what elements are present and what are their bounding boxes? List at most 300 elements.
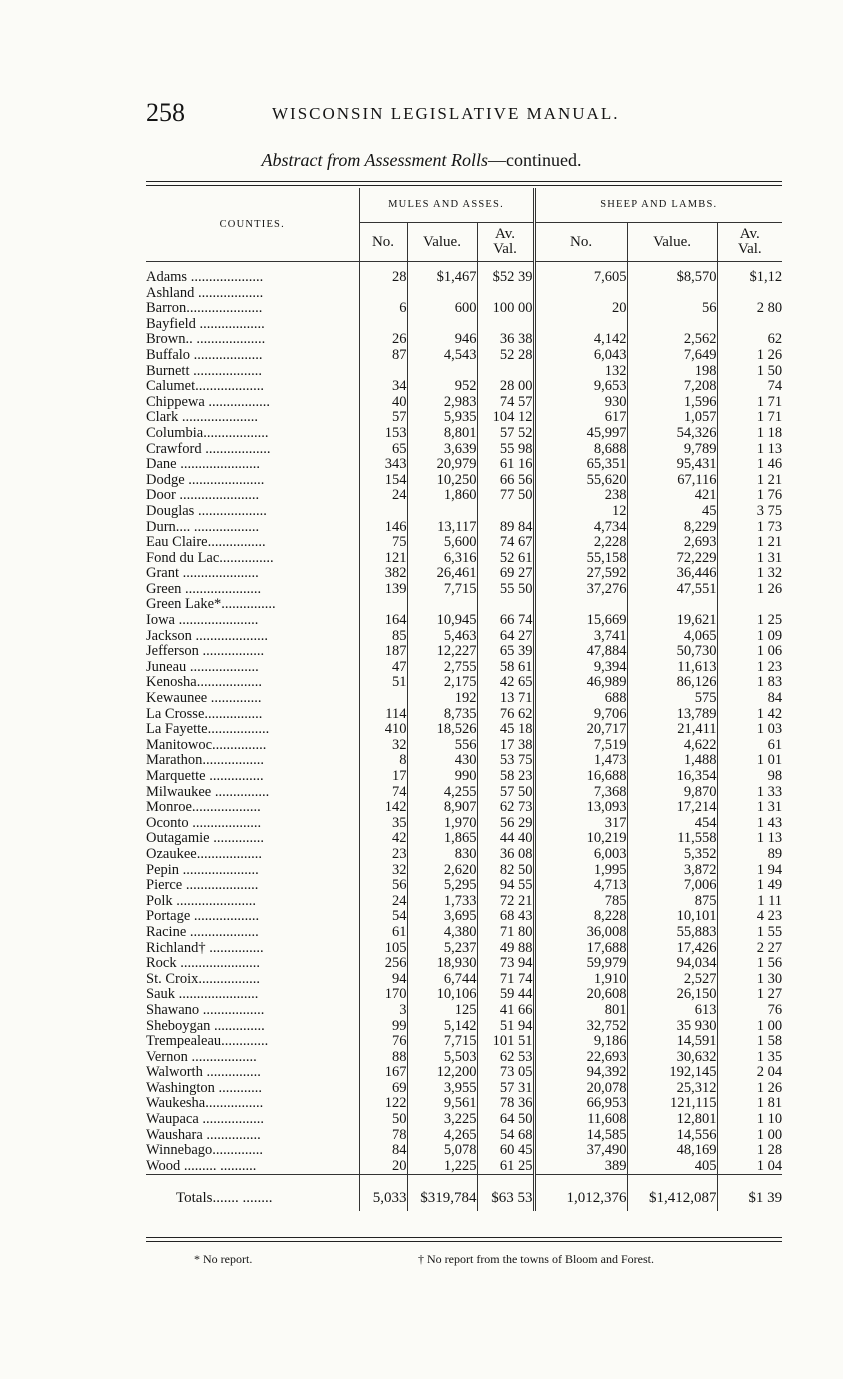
mules-av-val: 13 71 (477, 691, 534, 707)
sheep-av-val: 62 (717, 332, 782, 348)
sheep-av-val: 2 27 (717, 941, 782, 957)
mules-no: 56 (359, 878, 407, 894)
mules-av-val: 74 67 (477, 535, 534, 551)
table-row (146, 722, 782, 738)
mules-no (359, 691, 407, 707)
mules-value: 1,225 (407, 1159, 477, 1175)
sheep-no: 617 (534, 410, 627, 426)
table-row (146, 566, 782, 582)
sheep-av-val: 1 18 (717, 426, 782, 442)
mules-value: 600 (407, 301, 477, 317)
county-name: Vernon .................. (146, 1049, 257, 1065)
totals-sheep-no: 1,012,376 (534, 1175, 627, 1212)
mules-av-val: 62 53 (477, 1050, 534, 1066)
mules-no: 256 (359, 956, 407, 972)
sheep-no: 3,741 (534, 629, 627, 645)
table-row (146, 582, 782, 598)
sheep-value: 35 930 (627, 1019, 717, 1035)
table-row (146, 348, 782, 364)
county-name: Douglas ................... (146, 503, 267, 519)
mules-value: 6,744 (407, 972, 477, 988)
mules-no: 382 (359, 566, 407, 582)
mules-av-val: 78 36 (477, 1096, 534, 1112)
mules-av-val: 64 27 (477, 629, 534, 645)
sheep-value: 30,632 (627, 1050, 717, 1066)
mules-av-val (477, 364, 534, 380)
sheep-no: 9,394 (534, 660, 627, 676)
county-name: Ozaukee.................. (146, 846, 262, 862)
table-row (146, 894, 782, 910)
county-name: Durn.... .................. (146, 519, 260, 535)
table-row (146, 675, 782, 691)
sheep-value: 25,312 (627, 1081, 717, 1097)
sheep-value: 54,326 (627, 426, 717, 442)
sheep-no: 10,219 (534, 831, 627, 847)
mules-value: 990 (407, 769, 477, 785)
mules-no: 75 (359, 535, 407, 551)
county-name: Outagamie .............. (146, 831, 264, 847)
sheep-av-val: 1 26 (717, 348, 782, 364)
table-row (146, 535, 782, 551)
mules-no: 99 (359, 1019, 407, 1035)
sheep-no: 930 (534, 395, 627, 411)
mules-av-val: 51 94 (477, 1019, 534, 1035)
mules-value: 3,225 (407, 1112, 477, 1128)
sheep-value: 11,613 (627, 660, 717, 676)
assessment-table (146, 188, 782, 1211)
val-label: Val. (493, 241, 517, 257)
mules-av-val: 89 84 (477, 520, 534, 536)
mules-no: 8 (359, 753, 407, 769)
mules-value: 9,561 (407, 1096, 477, 1112)
table-row (146, 1081, 782, 1097)
mules-av-val (477, 317, 534, 333)
sheep-av-val: 1 21 (717, 535, 782, 551)
sheep-av-val: 1 25 (717, 613, 782, 629)
sheep-av-val: 1 04 (717, 1159, 782, 1175)
mules-value: 13,117 (407, 520, 477, 536)
mules-av-val: 66 56 (477, 473, 534, 489)
county-name: Trempealeau............. (146, 1034, 269, 1050)
mules-no: 76 (359, 1034, 407, 1050)
sheep-value: 72,229 (627, 551, 717, 567)
sheep-av-val: 1 03 (717, 722, 782, 738)
sheep-no: 688 (534, 691, 627, 707)
sheep-value: 50,730 (627, 644, 717, 660)
mules-av-val: 58 23 (477, 769, 534, 785)
mules-value (407, 364, 477, 380)
table-row (146, 473, 782, 489)
mules-av-val: 62 73 (477, 800, 534, 816)
mules-value: $1,467 (407, 270, 477, 286)
sheep-av-val: 1 06 (717, 644, 782, 660)
mules-av-val: 57 31 (477, 1081, 534, 1097)
mules-value: 10,106 (407, 987, 477, 1003)
county-name: Polk ...................... (146, 893, 256, 909)
sheep-no: 15,669 (534, 613, 627, 629)
mules-value: 6,316 (407, 551, 477, 567)
table-row (146, 613, 782, 629)
sheep-value: 7,208 (627, 379, 717, 395)
mules-value: 8,907 (407, 800, 477, 816)
mules-value: 952 (407, 379, 477, 395)
county-name: Door ...................... (146, 488, 260, 504)
mules-no: 88 (359, 1050, 407, 1066)
table-row (146, 520, 782, 536)
sheep-no: 16,688 (534, 769, 627, 785)
sheep-value: 45 (627, 504, 717, 520)
sheep-value: 405 (627, 1159, 717, 1175)
table-row (146, 785, 782, 801)
sheep-value: 454 (627, 816, 717, 832)
sheep-value: 421 (627, 488, 717, 504)
table-row (146, 644, 782, 660)
table-row (146, 831, 782, 847)
mules-value: 830 (407, 847, 477, 863)
sheep-no: 65,351 (534, 457, 627, 473)
sheep-av-val (717, 597, 782, 613)
table-row (146, 1143, 782, 1159)
table-row (146, 909, 782, 925)
county-name: Walworth ............... (146, 1065, 261, 1081)
table-row (146, 410, 782, 426)
mules-no: 35 (359, 816, 407, 832)
mules-av-val: 65 39 (477, 644, 534, 660)
mules-av-val: 36 08 (477, 847, 534, 863)
sheep-av-val: $1,12 (717, 270, 782, 286)
sheep-av-val: 1 81 (717, 1096, 782, 1112)
sheep-value: 67,116 (627, 473, 717, 489)
county-name: Jackson .................... (146, 628, 269, 644)
mules-no: 87 (359, 348, 407, 364)
sheep-value: 94,034 (627, 956, 717, 972)
mules-value: 26,461 (407, 566, 477, 582)
county-name: Waukesha................ (146, 1096, 264, 1112)
table-row (146, 878, 782, 894)
mules-value (407, 317, 477, 333)
table-row (146, 270, 782, 286)
mules-av-val: 57 52 (477, 426, 534, 442)
county-name: Monroe................... (146, 800, 261, 816)
sheep-av-val: 1 58 (717, 1034, 782, 1050)
mules-av-val: 28 00 (477, 379, 534, 395)
county-name: Ashland .................. (146, 285, 264, 301)
sheep-no: 9,706 (534, 707, 627, 723)
totals-mules-value: $319,784 (407, 1175, 477, 1212)
sheep-no: 785 (534, 894, 627, 910)
sheep-no: 20,608 (534, 987, 627, 1003)
sheep-value: 9,870 (627, 785, 717, 801)
sheep-value: 7,006 (627, 878, 717, 894)
sheep-value: 14,556 (627, 1128, 717, 1144)
table-row (146, 1065, 782, 1081)
table-row (146, 972, 782, 988)
sheep-av-val: 1 56 (717, 956, 782, 972)
county-name: Marquette ............... (146, 769, 264, 784)
table-row (146, 987, 782, 1003)
mules-no-header: No. (359, 223, 407, 262)
mules-no: 6 (359, 301, 407, 317)
sheep-no: 1,473 (534, 753, 627, 769)
sheep-value: 2,562 (627, 332, 717, 348)
sheep-value: 575 (627, 691, 717, 707)
mules-no: 153 (359, 426, 407, 442)
mules-av-val: 36 38 (477, 332, 534, 348)
mules-av-val: 55 98 (477, 442, 534, 458)
sheep-av-val: 1 00 (717, 1128, 782, 1144)
sheep-value: 192,145 (627, 1065, 717, 1081)
top-rule-2 (146, 185, 782, 186)
mules-value: 3,955 (407, 1081, 477, 1097)
mules-av-val: 68 43 (477, 909, 534, 925)
mules-no: 410 (359, 722, 407, 738)
table-row (146, 691, 782, 707)
sheep-no: 14,585 (534, 1128, 627, 1144)
sheep-av-val: 4 23 (717, 909, 782, 925)
county-name: St. Croix................. (146, 971, 260, 987)
county-name: Green Lake*............... (146, 597, 276, 613)
sheep-av-val: 1 55 (717, 925, 782, 941)
county-name: Jefferson ................. (146, 644, 265, 660)
table-row (146, 863, 782, 879)
sheep-no: 45,997 (534, 426, 627, 442)
mules-av-val: 73 94 (477, 956, 534, 972)
sheep-av-val: 1 50 (717, 364, 782, 380)
sheep-no: 20 (534, 301, 627, 317)
sheep-value: 2,527 (627, 972, 717, 988)
table-row (146, 941, 782, 957)
mules-no: 84 (359, 1143, 407, 1159)
sheep-av-val: 89 (717, 847, 782, 863)
mules-value: 2,983 (407, 395, 477, 411)
sheep-no: 47,884 (534, 644, 627, 660)
sheep-value: 95,431 (627, 457, 717, 473)
mules-av-val: 104 12 (477, 410, 534, 426)
sheep-value: 4,622 (627, 738, 717, 754)
sheep-av-val: 74 (717, 379, 782, 395)
county-name: Brown.. ................... (146, 332, 266, 348)
sheep-av-val: 76 (717, 1003, 782, 1019)
table-row (146, 488, 782, 504)
sheep-no: 238 (534, 488, 627, 504)
sheep-av-val: 1 28 (717, 1143, 782, 1159)
sheep-no: 59,979 (534, 956, 627, 972)
mules-value: 5,600 (407, 535, 477, 551)
mules-no (359, 504, 407, 520)
mules-value: 192 (407, 691, 477, 707)
mules-no: 94 (359, 972, 407, 988)
table-row (146, 317, 782, 333)
mules-no: 50 (359, 1112, 407, 1128)
table-row (146, 442, 782, 458)
totals-sheep-value: $1,412,087 (627, 1175, 717, 1212)
sheep-value: 56 (627, 301, 717, 317)
table-row (146, 1034, 782, 1050)
table-row (146, 1159, 782, 1175)
sheep-no: 7,605 (534, 270, 627, 286)
sheep-no: 20,717 (534, 722, 627, 738)
mules-av-val: 77 50 (477, 488, 534, 504)
sheep-no: 8,228 (534, 909, 627, 925)
sheep-av-val: 2 04 (717, 1065, 782, 1081)
sheep-no: 4,713 (534, 878, 627, 894)
county-name: Crawford .................. (146, 441, 271, 457)
table-row (146, 1112, 782, 1128)
county-name: La Crosse................ (146, 706, 263, 722)
table-row (146, 332, 782, 348)
sheep-no (534, 286, 627, 302)
county-name: Manitowoc............... (146, 737, 267, 753)
table-row (146, 551, 782, 567)
mules-value: 1,860 (407, 488, 477, 504)
caption-rest: —continued. (488, 150, 582, 170)
county-name: Pepin ..................... (146, 862, 259, 878)
mules-av-val: 17 38 (477, 738, 534, 754)
sheep-value: 8,229 (627, 520, 717, 536)
mules-av-val: 52 28 (477, 348, 534, 364)
sheep-av-val: 1 27 (717, 987, 782, 1003)
table-row (146, 457, 782, 473)
mules-av-val: 52 61 (477, 551, 534, 567)
footnote-no-report: * No report. (194, 1252, 253, 1266)
sheep-value: 121,115 (627, 1096, 717, 1112)
sheep-av-val: 1 31 (717, 800, 782, 816)
mules-no: 146 (359, 520, 407, 536)
sheep-value (627, 597, 717, 613)
sheep-av-val: 1 26 (717, 582, 782, 598)
mules-no: 74 (359, 785, 407, 801)
mules-no: 78 (359, 1128, 407, 1144)
sheep-av-val: 1 31 (717, 551, 782, 567)
sheep-no: 37,490 (534, 1143, 627, 1159)
sheep-av-val: 1 11 (717, 894, 782, 910)
sheep-value: 26,150 (627, 987, 717, 1003)
totals-sheep-av: $1 39 (717, 1175, 782, 1212)
mules-no (359, 317, 407, 333)
totals-mules-av: $63 53 (477, 1175, 534, 1212)
av-label: Av. (495, 226, 516, 242)
county-name: Waushara ............... (146, 1127, 261, 1143)
sheep-no (534, 597, 627, 613)
av-label: Av. (739, 226, 760, 242)
table-row (146, 847, 782, 863)
county-name: Sheboygan .............. (146, 1018, 265, 1034)
sheep-no: 27,592 (534, 566, 627, 582)
mules-value: 946 (407, 332, 477, 348)
mules-value (407, 286, 477, 302)
sheep-no: 4,734 (534, 520, 627, 536)
county-name: Waupaca ................. (146, 1112, 265, 1128)
counties-header: COUNTIES. (146, 188, 359, 262)
mules-av-val: 54 68 (477, 1128, 534, 1144)
sheep-av-val: 1 21 (717, 473, 782, 489)
running-head: WISCONSIN LEGISLATIVE MANUAL. (272, 104, 620, 123)
sheep-no: 13,093 (534, 800, 627, 816)
mules-no: 139 (359, 582, 407, 598)
sheep-no: 1,995 (534, 863, 627, 879)
sheep-value: 13,789 (627, 707, 717, 723)
sheep-no: 9,186 (534, 1034, 627, 1050)
mules-av-val: 57 50 (477, 785, 534, 801)
sheep-value: 55,883 (627, 925, 717, 941)
sheep-no: 17,688 (534, 941, 627, 957)
county-name: Milwaukee ............... (146, 784, 270, 800)
sheep-av-val: 1 35 (717, 1050, 782, 1066)
table-row (146, 301, 782, 317)
sheep-value (627, 317, 717, 333)
county-name: La Fayette................. (146, 722, 270, 738)
mules-value: 3,695 (407, 909, 477, 925)
sheep-value: 12,801 (627, 1112, 717, 1128)
mules-value: 5,237 (407, 941, 477, 957)
mules-value: 2,175 (407, 675, 477, 691)
mules-av-val: 53 75 (477, 753, 534, 769)
mules-av-val: 64 50 (477, 1112, 534, 1128)
table-row (146, 738, 782, 754)
county-name: Buffalo ................... (146, 347, 263, 363)
sheep-value: 2,693 (627, 535, 717, 551)
sheep-no: 9,653 (534, 379, 627, 395)
table-row (146, 1128, 782, 1144)
sheep-no: 2,228 (534, 535, 627, 551)
sheep-av-val: 1 73 (717, 520, 782, 536)
mules-av-val: 71 74 (477, 972, 534, 988)
mules-no: 32 (359, 863, 407, 879)
mules-av-val: 41 66 (477, 1003, 534, 1019)
mules-no: 167 (359, 1065, 407, 1081)
table-row (146, 769, 782, 785)
mules-value: 12,200 (407, 1065, 477, 1081)
sheep-av-header (717, 223, 782, 262)
sheep-no: 37,276 (534, 582, 627, 598)
mules-av-val (477, 597, 534, 613)
sheep-value: 19,621 (627, 613, 717, 629)
mules-av-val: 60 45 (477, 1143, 534, 1159)
sheep-value: 5,352 (627, 847, 717, 863)
county-name: Green ..................... (146, 581, 262, 597)
page-number: 258 (146, 98, 185, 127)
sheep-av-val: 1 46 (717, 457, 782, 473)
mules-av-val: 49 88 (477, 941, 534, 957)
mules-value: 10,250 (407, 473, 477, 489)
county-name: Racine ................... (146, 924, 259, 940)
mules-no: 26 (359, 332, 407, 348)
footnote-bloom-forest: † No report from the towns of Bloom and Forest. (418, 1252, 654, 1266)
mules-no: 142 (359, 800, 407, 816)
mules-value-header: Value. (407, 223, 477, 262)
mules-av-val: 42 65 (477, 675, 534, 691)
mules-no: 20 (359, 1159, 407, 1175)
sheep-av-val: 1 26 (717, 1081, 782, 1097)
sheep-av-val: 1 33 (717, 785, 782, 801)
sheep-av-val: 1 83 (717, 675, 782, 691)
sheep-no: 389 (534, 1159, 627, 1175)
mules-value: 20,979 (407, 457, 477, 473)
mules-no: 32 (359, 738, 407, 754)
top-rule (146, 181, 782, 182)
mules-no: 154 (359, 473, 407, 489)
sheep-group-header: SHEEP AND LAMBS. (534, 188, 782, 223)
county-name: Pierce .................... (146, 878, 259, 894)
county-name: Kenosha.................. (146, 675, 262, 691)
mules-no: 57 (359, 410, 407, 426)
county-name: Fond du Lac............... (146, 550, 274, 566)
mules-value: 1,865 (407, 831, 477, 847)
mules-av-val: 66 74 (477, 613, 534, 629)
caption-italic: Abstract from Assessment Rolls (261, 150, 489, 170)
mules-av-val: 69 27 (477, 566, 534, 582)
mules-no: 40 (359, 395, 407, 411)
